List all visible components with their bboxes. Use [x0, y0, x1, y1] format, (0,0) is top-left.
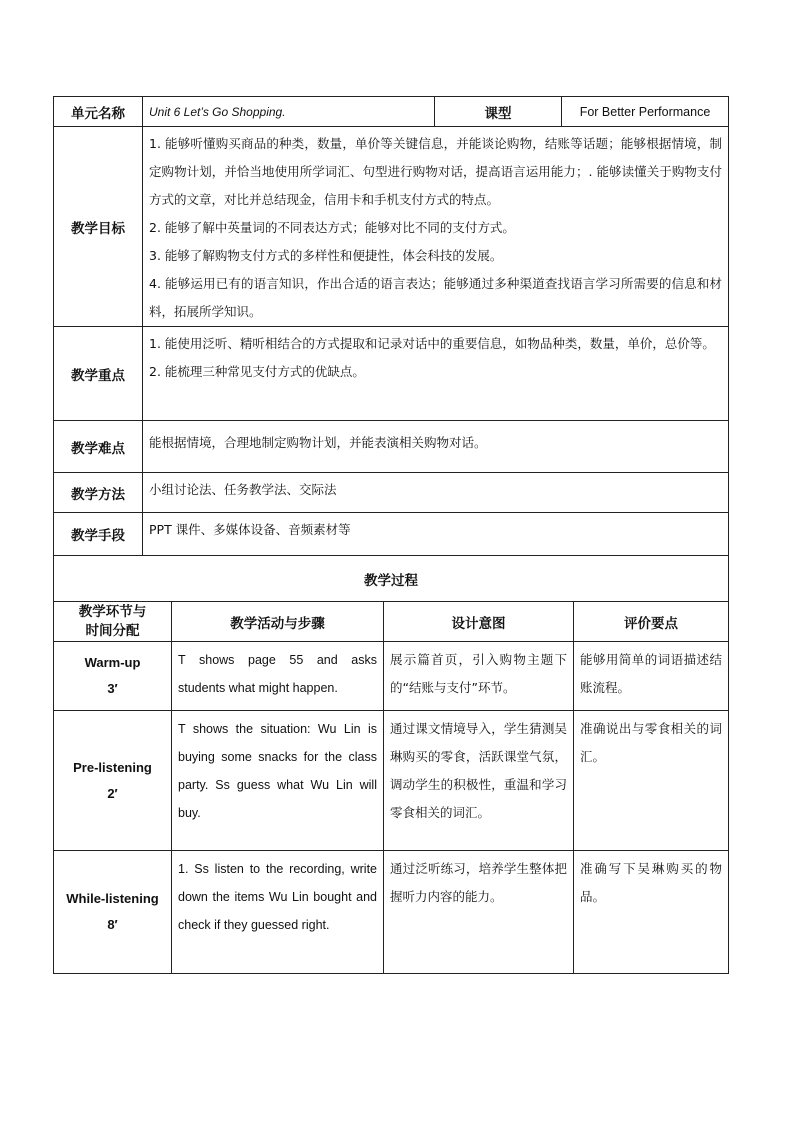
objective-item-1: 1. 能够听懂购买商品的种类，数量，单价等关键信息，并能谈论购物，结账等话题；能够根据情境，制定购物计划，并恰当地使用所学词汇、句型进行购物对话，提高语言运用能力；. 能够读懂关于购物支付方式的文章，对比并总结现金，信用卡和手机支付方式的特点。	[149, 136, 722, 207]
stage-cell	[54, 851, 172, 974]
means-label: 教学手段	[54, 513, 143, 556]
evaluation-cell: 准确说出与零食相关的词汇。	[574, 711, 729, 851]
key-points-label: 教学重点	[54, 327, 143, 421]
stage-time: 2′	[107, 785, 118, 801]
intent-header: 设计意图	[384, 602, 574, 642]
process-table	[53, 601, 729, 974]
stage-name: Pre-listening	[73, 759, 152, 775]
stage-header	[54, 602, 172, 642]
stage-header-line-1: 教学环节与	[78, 603, 147, 620]
activity-cell: T shows the situation: Wu Lin is buying some snacks for the class party. Ss guess what Wu Lin will buy.	[172, 711, 384, 851]
stage-time: 3′	[107, 681, 118, 696]
stage-cell	[54, 711, 172, 851]
objective-item-4: 4. 能够运用已有的语言知识，作出合适的语言表达；能够通过多种渠道查找语言学习所需要的信息和材料，拓展所学知识。	[149, 276, 722, 319]
stage-name: Warm-up	[84, 655, 141, 670]
evaluation-cell: 能够用简单的词语描述结账流程。	[574, 642, 729, 711]
activity-cell: 1. Ss listen to the recording, write down the items Wu Lin bought and check if they guessed right.	[172, 851, 384, 974]
intent-cell: 展示篇首页，引入购物主题下的“结账与支付”环节。	[384, 642, 574, 711]
objectives-content	[143, 127, 729, 327]
stage-cell	[54, 642, 172, 711]
objectives-label: 教学目标	[54, 127, 143, 327]
type-value: For Better Performance	[562, 97, 729, 127]
process-title: 教学过程	[54, 556, 729, 602]
evaluation-header: 评价要点	[574, 602, 729, 642]
activity-cell: T shows page 55 and asks students what might happen.	[172, 642, 384, 711]
type-label: 课型	[435, 97, 562, 127]
evaluation-cell: 准确写下吴琳购买的物品。	[574, 851, 729, 974]
methods-content: 小组讨论法、任务教学法、交际法	[143, 473, 729, 513]
difficulties-label: 教学难点	[54, 421, 143, 473]
difficulties-content: 能根据情境，合理地制定购物计划，并能表演相关购物对话。	[143, 421, 729, 473]
unit-value: Unit 6 Let’s Go Shopping.	[143, 97, 435, 127]
lesson-plan-table	[53, 96, 728, 974]
stage-header-line-2: 时间分配	[85, 622, 140, 639]
stage-time: 8′	[107, 917, 118, 932]
table-row	[54, 851, 729, 974]
objective-item-2: 2. 能够了解中英量词的不同表达方式；能够对比不同的支付方式。	[149, 220, 515, 235]
stage-name: While-listening	[66, 891, 159, 906]
key-point-item-1: 1. 能使用泛听、精听相结合的方式提取和记录对话中的重要信息，如物品种类，数量，单价，总价等。	[149, 336, 715, 351]
intent-cell: 通过课文情境导入，学生猜测吴琳购买的零食，活跃课堂气氛，调动学生的积极性，重温和学习零食相关的词汇。	[384, 711, 574, 851]
lesson-info-table	[53, 96, 729, 602]
means-content: PPT 课件、多媒体设备、音频素材等	[143, 513, 729, 556]
key-points-content	[143, 327, 729, 421]
methods-label: 教学方法	[54, 473, 143, 513]
intent-cell: 通过泛听练习，培养学生整体把握听力内容的能力。	[384, 851, 574, 974]
objective-item-3: 3. 能够了解购物支付方式的多样性和便捷性，体会科技的发展。	[149, 248, 503, 263]
table-row	[54, 642, 729, 711]
key-point-item-2: 2. 能梳理三种常见支付方式的优缺点。	[149, 364, 365, 379]
activities-header: 教学活动与步骤	[172, 602, 384, 642]
unit-label: 单元名称	[54, 97, 143, 127]
table-row	[54, 711, 729, 851]
